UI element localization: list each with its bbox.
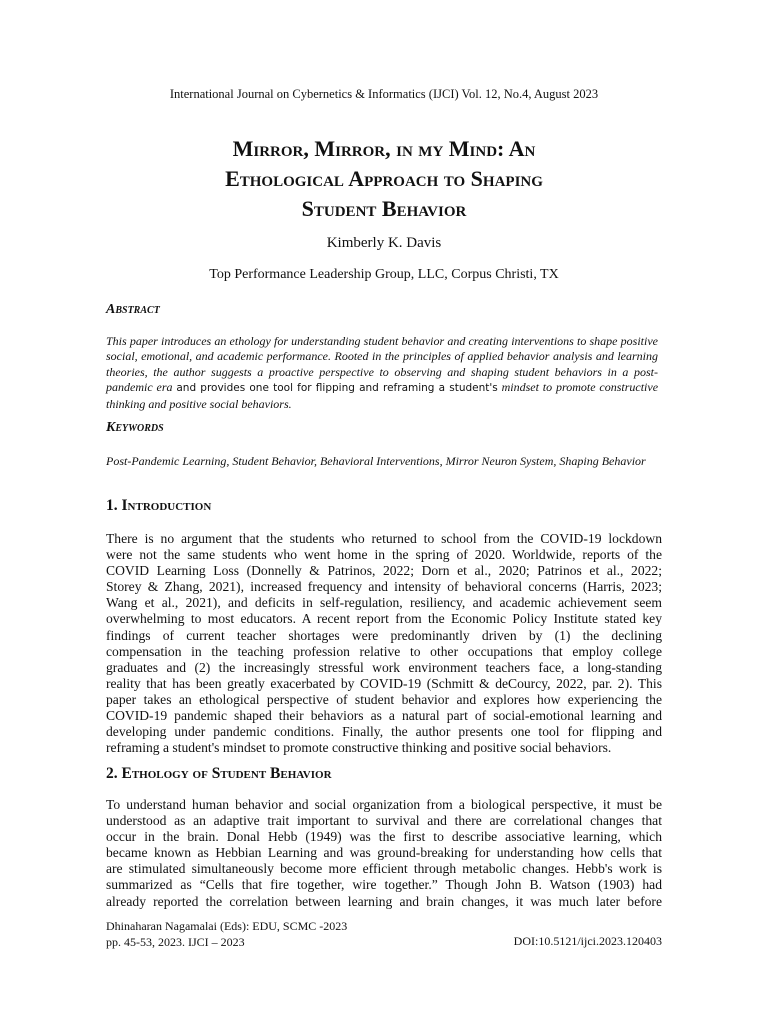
footer-editors: Dhinaharan Nagamalai (Eds): EDU, SCMC -2023 <box>106 919 348 933</box>
abstract-text <box>106 334 658 412</box>
abstract-text-end: mindset to promote constructive thinking and positive social behaviors. <box>106 380 659 411</box>
text-line: reality that has been greatly exacerbated by COVID-19 (Schmitt & deCourcy, 2022, par. 2). This <box>106 675 662 691</box>
text-line: COVID Learning Loss (Donnelly & Patrinos, 2022; Dorn et al., 2020; Patrinos et al., 2022; <box>106 563 662 579</box>
section-1-heading: 1. Introduction <box>106 497 212 514</box>
footer-pages: pp. 45-53, 2023. IJCI – 2023 <box>106 934 245 949</box>
text-line: findings of current teacher shortages were predominantly driven by (1) the declining <box>106 627 662 643</box>
title-line: Student Behavior <box>301 196 467 221</box>
abstract-heading: Abstract <box>106 302 160 317</box>
author-affiliation: Top Performance Leadership Group, LLC, Corpus Christi, TX <box>209 267 559 282</box>
journal-header: International Journal on Cybernetics & Informatics (IJCI) Vol. 12, No.4, August 2023 <box>169 87 599 101</box>
keywords-text: Post-Pandemic Learning, Student Behavior, Behavioral Interventions, Mirror Neuron System, Shaping Behavior <box>106 454 646 468</box>
text-line: graduates and (2) the increasingly stressful work environment teachers face, a long-standing <box>106 659 662 675</box>
section-2-body <box>106 797 662 910</box>
section-2-heading: 2. Ethology of Student Behavior <box>106 765 332 782</box>
text-line: paper takes an ethological perspective of student behavior and explores how experiencing the <box>106 691 662 707</box>
text-line: already reported the correlation between learning and brain changes, it was much later before <box>106 893 662 909</box>
text-line: became known as Hebbian Learning and was ground-breaking for understanding how cells that <box>106 845 662 861</box>
text-line: compensation in the teaching profession relative to other occupations that employ college <box>106 643 662 659</box>
text-line: reframing a student's mindset to promote constructive thinking and positive social behaviors. <box>106 740 612 756</box>
text-line: summarized as “Cells that fire together, wire together.” Though John B. Watson (1903) had <box>106 877 662 893</box>
title-line: Mirror, Mirror, in my Mind: An <box>232 136 536 161</box>
text-line: understood as an adaptive trait important to survival and there are correlational changes that <box>106 813 662 829</box>
text-line: To understand human behavior and social organization from a biological perspective, it must be <box>106 797 662 812</box>
title-line: Ethological Approach to Shaping <box>225 166 543 191</box>
text-line: COVID-19 pandemic shaped their behaviors as a natural part of social-emotional learning and <box>106 708 662 724</box>
text-line: There is no argument that the students who returned to school from the COVID-19 lockdown <box>106 531 662 546</box>
keywords-heading: Keywords <box>106 420 164 435</box>
text-line: developing under pandemic conditions. Finally, the author presents one tool for flipping and <box>106 724 662 740</box>
text-line: Storey & Zhang, 2021), increased frequency and intensity of behavioral concerns (Harris, 2023; <box>106 579 662 595</box>
footer-left <box>106 919 347 950</box>
text-line: Wang et al., 2021), and deficits in self-regulation, resiliency, and academic achievement seem <box>106 595 662 611</box>
text-line: occur in the brain. Donal Hebb (1949) was the first to describe associative learning, which <box>106 829 662 845</box>
paper-title <box>90 134 678 224</box>
abstract-text-upright: and provides one tool for flipping and reframing a student's <box>176 382 498 395</box>
author-name: Kimberly K. Davis <box>326 235 442 251</box>
text-line: are stimulated simultaneously become more efficient through metabolic changes. Hebb's work is <box>106 861 662 877</box>
text-line: were not the same students who went home in the spring of 2020. Worldwide, reports of the <box>106 547 662 563</box>
abstract-text-main: This paper introduces an ethology for understanding student behavior and creating interventions to shape positive social, emotional, and academic performance. Rooted in the principles of applied behavior analysis and learning theories, the author suggests a proactive perspective to observing and shaping student behaviors in a post-pandemic era <box>106 334 658 395</box>
footer-doi: DOI:10.5121/ijci.2023.120403 <box>513 934 662 948</box>
text-line: overwhelming to most educators. A recent report from the Economic Policy Institute stated key <box>106 611 662 627</box>
section-1-body <box>106 531 662 756</box>
